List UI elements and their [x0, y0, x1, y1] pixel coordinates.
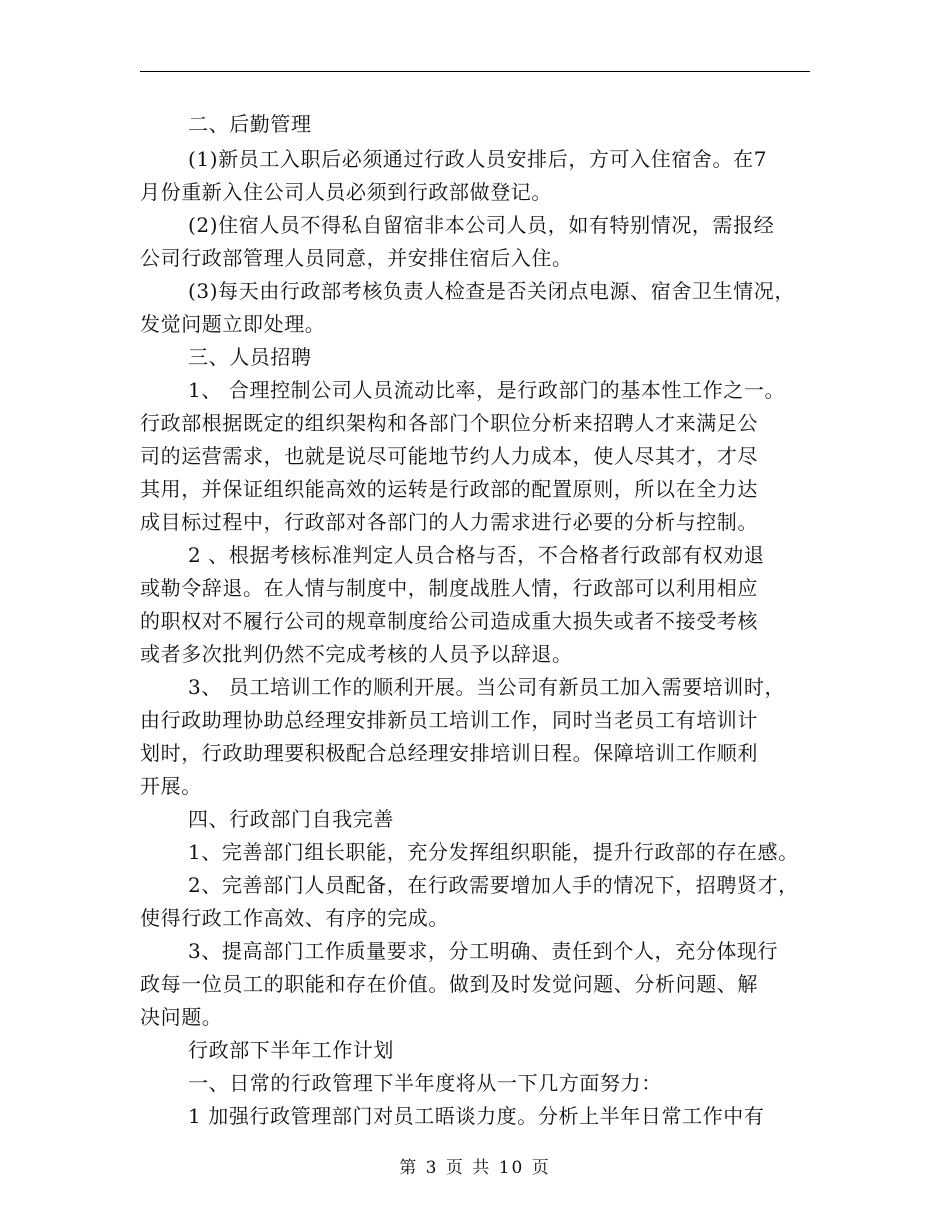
page-number-footer: 第 3 页 共 10 页 [399, 1158, 551, 1178]
paragraph-line: 决问题。 [140, 1005, 223, 1029]
paragraph-line: 月份重新入住公司人员必须到行政部做登记。 [140, 180, 552, 204]
paragraph-line: 2 、根据考核标准判定人员合格与否，不合格者行政部有权劝退 [188, 543, 765, 567]
paragraph-line: 成目标过程中，行政部对各部门的人力需求进行必要的分析与控制。 [140, 510, 758, 534]
paragraph-line: 使得行政工作高效、有序的完成。 [140, 906, 449, 930]
header-rule [140, 71, 810, 72]
paragraph-line: 1、完善部门组长职能，充分发挥组织职能，提升行政部的存在感。 [188, 840, 799, 864]
paragraph-line: 其用，并保证组织能高效的运转是行政部的配置原则，所以在全力达 [140, 477, 758, 501]
paragraph-line: (1)新员工入职后必须通过行政人员安排后，方可入住宿舍。在7 [188, 147, 768, 171]
paragraph-line: 3、 员工培训工作的顺利开展。当公司有新员工加入需要培训时， [188, 675, 786, 699]
paragraph-line: 司的运营需求，也就是说尽可能地节约人力成本，使人尽其才，才尽 [140, 444, 758, 468]
heading-logistics: 二、后勤管理 [188, 112, 312, 136]
paragraph-line: (3)每天由行政部考核负责人检查是否关闭点电源、宿舍卫生情况， [188, 279, 795, 303]
paragraph-line: 开展。 [140, 774, 202, 798]
paragraph-line: 由行政助理协助总经理安排新员工培训工作，同时当老员工有培训计 [140, 708, 758, 732]
heading-recruitment: 三、人员招聘 [188, 345, 312, 369]
paragraph-line: 发觉问题立即处理。 [140, 312, 326, 336]
paragraph-line: 或者多次批判仍然不完成考核的人员予以辞退。 [140, 642, 573, 666]
paragraph-line: 1、 合理控制公司人员流动比率，是行政部门的基本性工作之一。 [188, 378, 786, 402]
paragraph-line: 3、提高部门工作质量要求，分工明确、责任到个人，充分体现行 [188, 939, 779, 963]
paragraph-line: 行政部根据既定的组织架构和各部门个职位分析来招聘人才来满足公 [140, 411, 758, 435]
paragraph-line: 或勒令辞退。在人情与制度中，制度战胜人情，行政部可以利用相应 [140, 576, 758, 600]
heading-work-plan: 行政部下半年工作计划 [188, 1038, 394, 1062]
heading-daily-admin: 一、日常的行政管理下半年度将从一下几方面努力： [188, 1071, 662, 1095]
paragraph-line: 1 加强行政管理部门对员工晤谈力度。分析上半年日常工作中有 [188, 1104, 765, 1128]
paragraph-line: 公司行政部管理人员同意，并安排住宿后入住。 [140, 246, 573, 270]
paragraph-line: 政每一位员工的职能和存在价值。做到及时发觉问题、分析问题、解 [140, 972, 758, 996]
paragraph-line: (2)住宿人员不得私自留宿非本公司人员，如有特别情况，需报经 [188, 213, 775, 237]
paragraph-line: 的职权对不履行公司的规章制度给公司造成重大损失或者不接受考核 [140, 609, 758, 633]
heading-self-improvement: 四、行政部门自我完善 [188, 807, 394, 831]
paragraph-line: 2、完善部门人员配备，在行政需要增加人手的情况下，招聘贤才， [188, 873, 799, 897]
paragraph-line: 划时，行政助理要积极配合总经理安排培训日程。保障培训工作顺利 [140, 741, 758, 765]
